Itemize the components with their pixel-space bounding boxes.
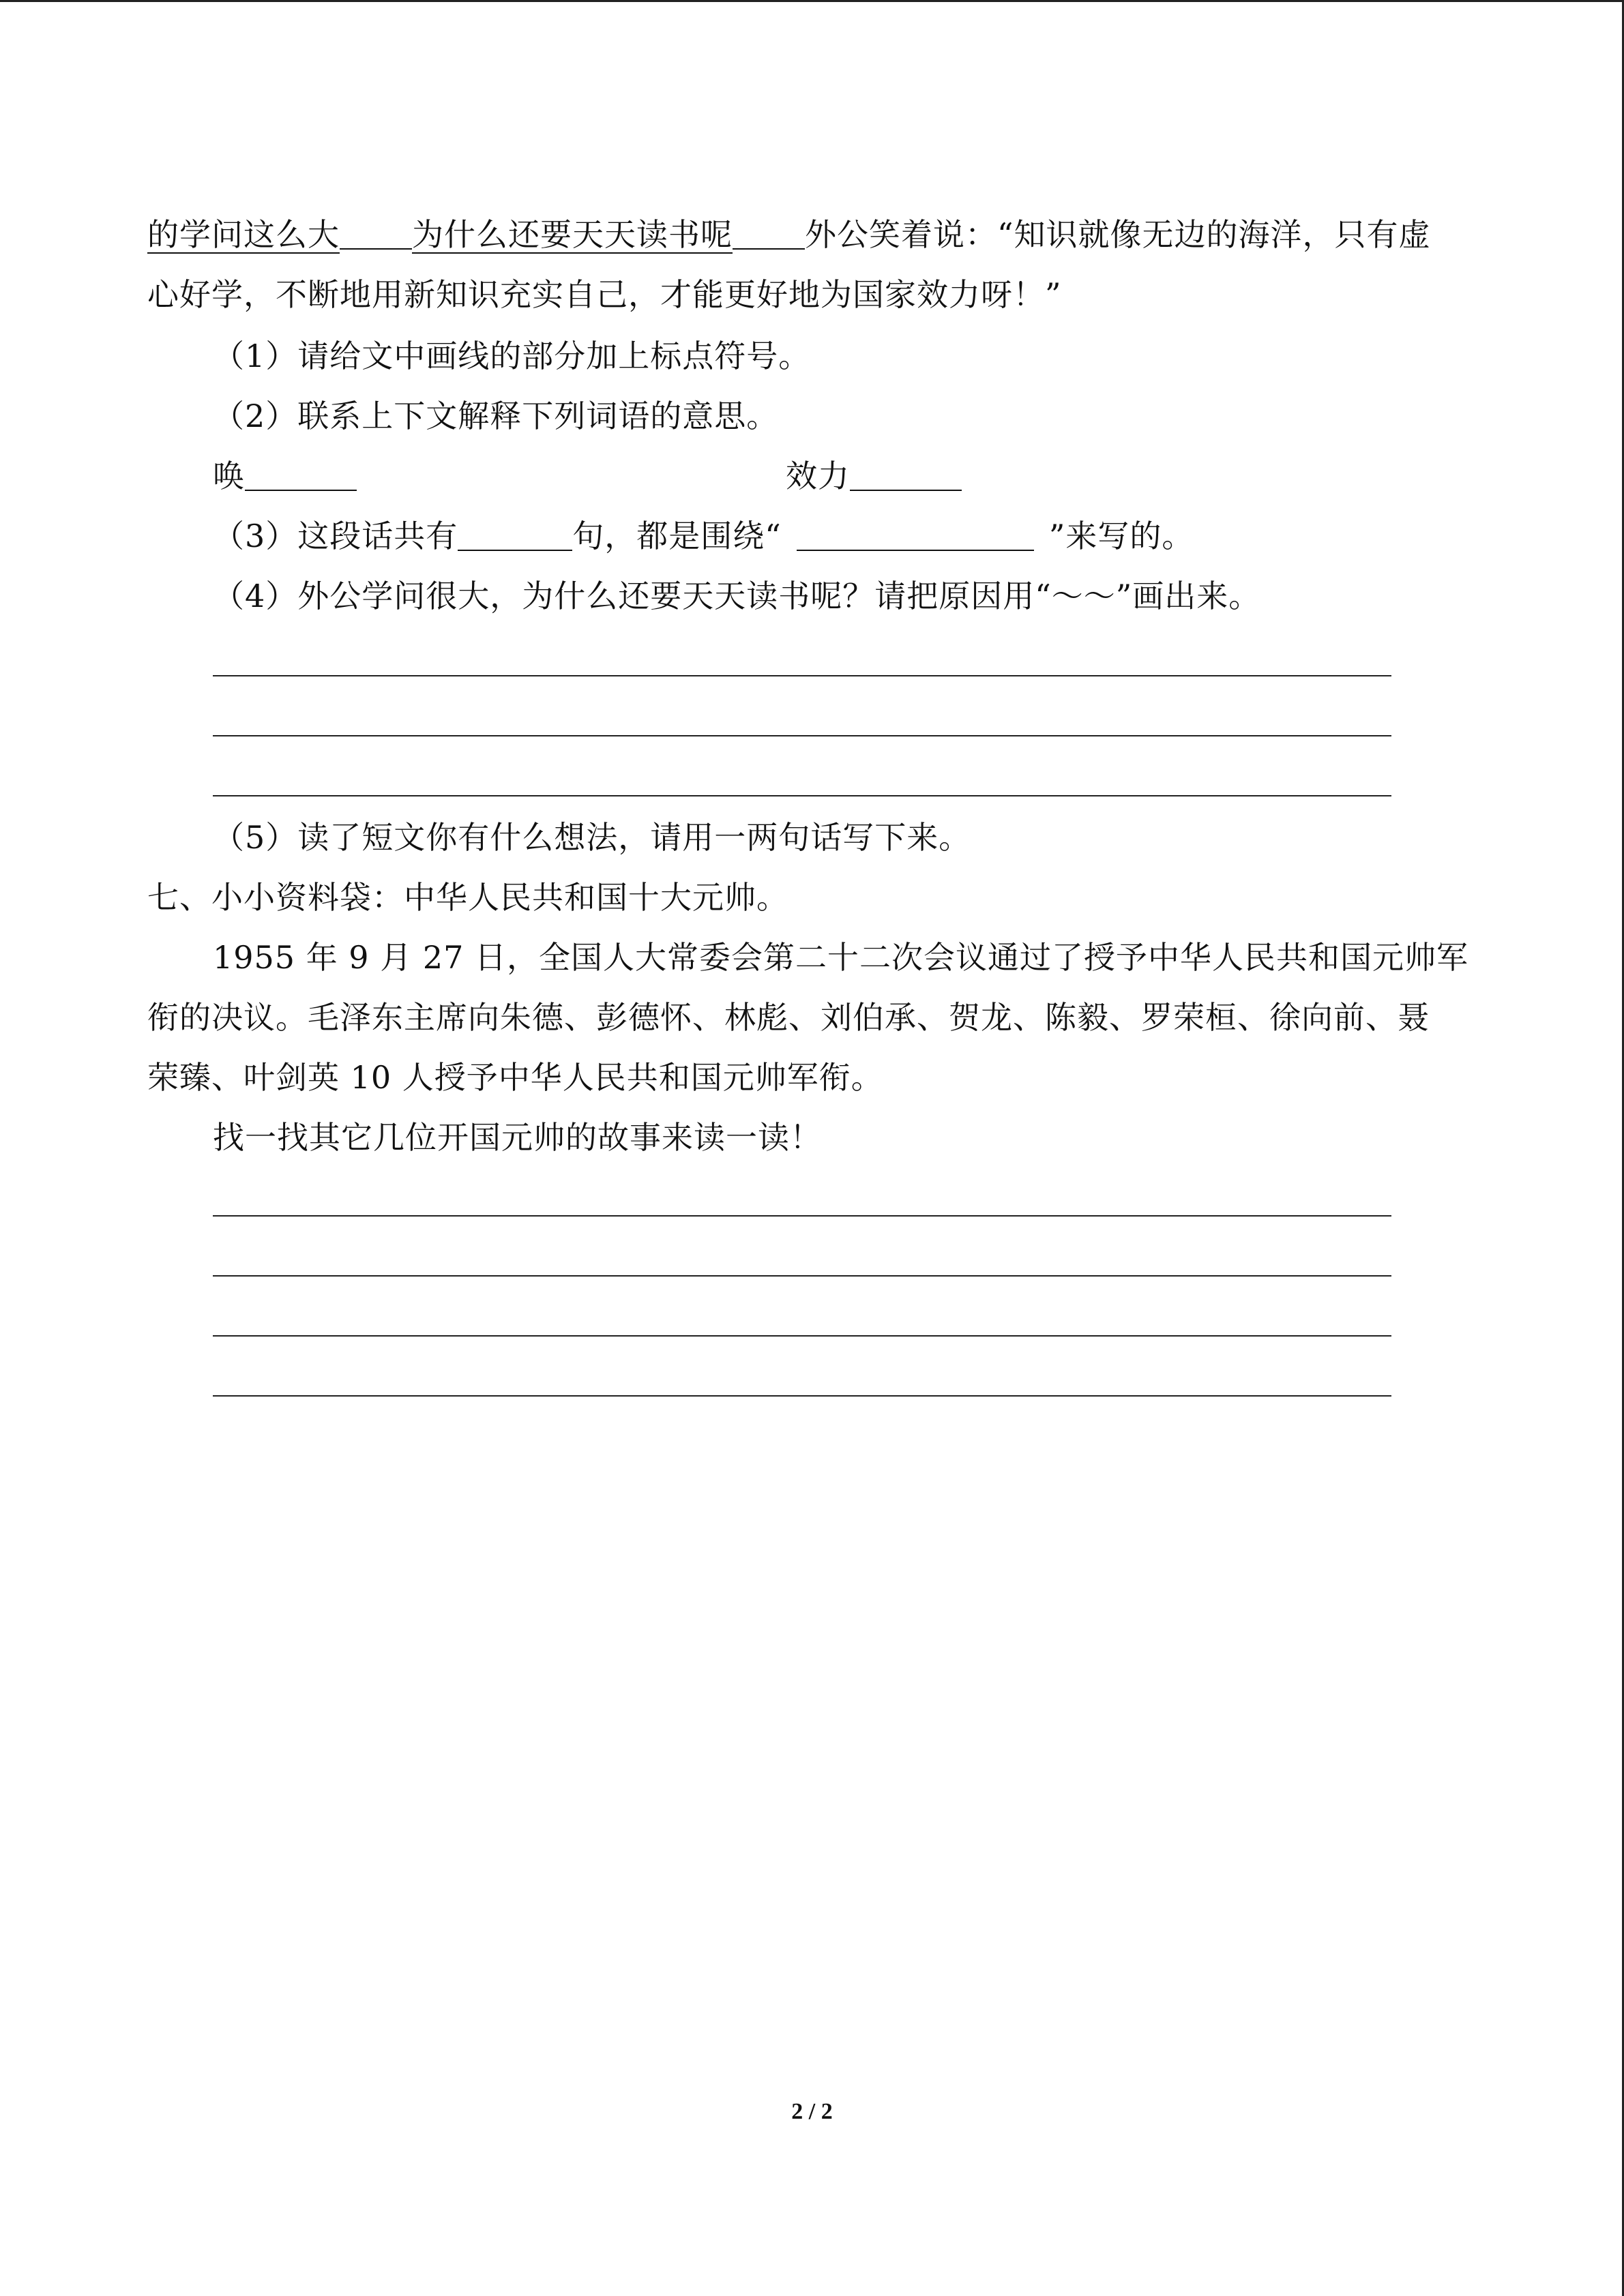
question-4: （4）外公学问很大，为什么还要天天读书呢？请把原因用“～～”画出来。 bbox=[213, 578, 1261, 614]
underlined-phrase-2: 为什么还要天天读书呢 bbox=[412, 216, 733, 253]
answer-line-q4-2[interactable] bbox=[213, 735, 1391, 736]
question-1: （1）请给文中画线的部分加上标点符号。 bbox=[213, 338, 811, 374]
page-number: 2 / 2 bbox=[791, 2099, 833, 2124]
answer-line-q4-3[interactable] bbox=[213, 795, 1391, 796]
question-5: （5）读了短文你有什么想法，请用一两句话写下来。 bbox=[213, 819, 971, 856]
punctuation-blank-1[interactable] bbox=[340, 218, 412, 250]
word-xiaoli: 效力 bbox=[786, 458, 850, 494]
answer-line-s7-1[interactable] bbox=[213, 1215, 1391, 1217]
section-7-paragraph-line-2: 衔的决议。毛泽东主席向朱德、彭德怀、林彪、刘伯承、贺龙、陈毅、罗荣桓、徐向前、聂 bbox=[147, 999, 1430, 1036]
question-3-part-c: ”来写的。 bbox=[1048, 518, 1194, 554]
sentence-count-blank[interactable] bbox=[458, 520, 572, 551]
question-3 bbox=[213, 514, 1194, 558]
question-2-word-1 bbox=[213, 454, 357, 498]
answer-line-s7-3[interactable] bbox=[213, 1335, 1391, 1337]
passage-line-1 bbox=[147, 213, 1431, 256]
question-3-part-a: （3）这段话共有 bbox=[213, 518, 458, 554]
page-border-top bbox=[0, 0, 1624, 2]
question-3-part-b: 句，都是围绕“ bbox=[572, 518, 782, 554]
word-huan: 唤 bbox=[213, 458, 245, 494]
section-7-heading: 七、小小资料袋：中华人民共和国十大元帅。 bbox=[147, 879, 788, 916]
question-2: （2）联系上下文解释下列词语的意思。 bbox=[213, 398, 779, 434]
passage-line-1-rest: 外公笑着说：“知识就像无边的海洋，只有虚 bbox=[805, 216, 1431, 253]
topic-blank[interactable] bbox=[797, 520, 1034, 551]
punctuation-blank-2[interactable] bbox=[733, 218, 805, 250]
word-huan-answer-blank[interactable] bbox=[245, 460, 357, 491]
section-7-paragraph-line-3: 荣臻、叶剑英 10 人授予中华人民共和国元帅军衔。 bbox=[147, 1059, 883, 1096]
underlined-phrase-1: 的学问这么大 bbox=[147, 216, 340, 253]
answer-line-q4-1[interactable] bbox=[213, 675, 1391, 676]
answer-line-s7-2[interactable] bbox=[213, 1275, 1391, 1277]
answer-line-s7-4[interactable] bbox=[213, 1395, 1391, 1397]
question-2-word-2 bbox=[786, 454, 962, 498]
section-7-paragraph-line-1: 1955 年 9 月 27 日，全国人大常委会第二十二次会议通过了授予中华人民共和国元帅军 bbox=[213, 939, 1468, 976]
passage-line-2: 心好学，不断地用新知识充实自己，才能更好地为国家效力呀！” bbox=[147, 276, 1062, 313]
section-7-task: 找一找其它几位开国元帅的故事来读一读！ bbox=[213, 1119, 822, 1156]
word-xiaoli-answer-blank[interactable] bbox=[850, 460, 962, 491]
